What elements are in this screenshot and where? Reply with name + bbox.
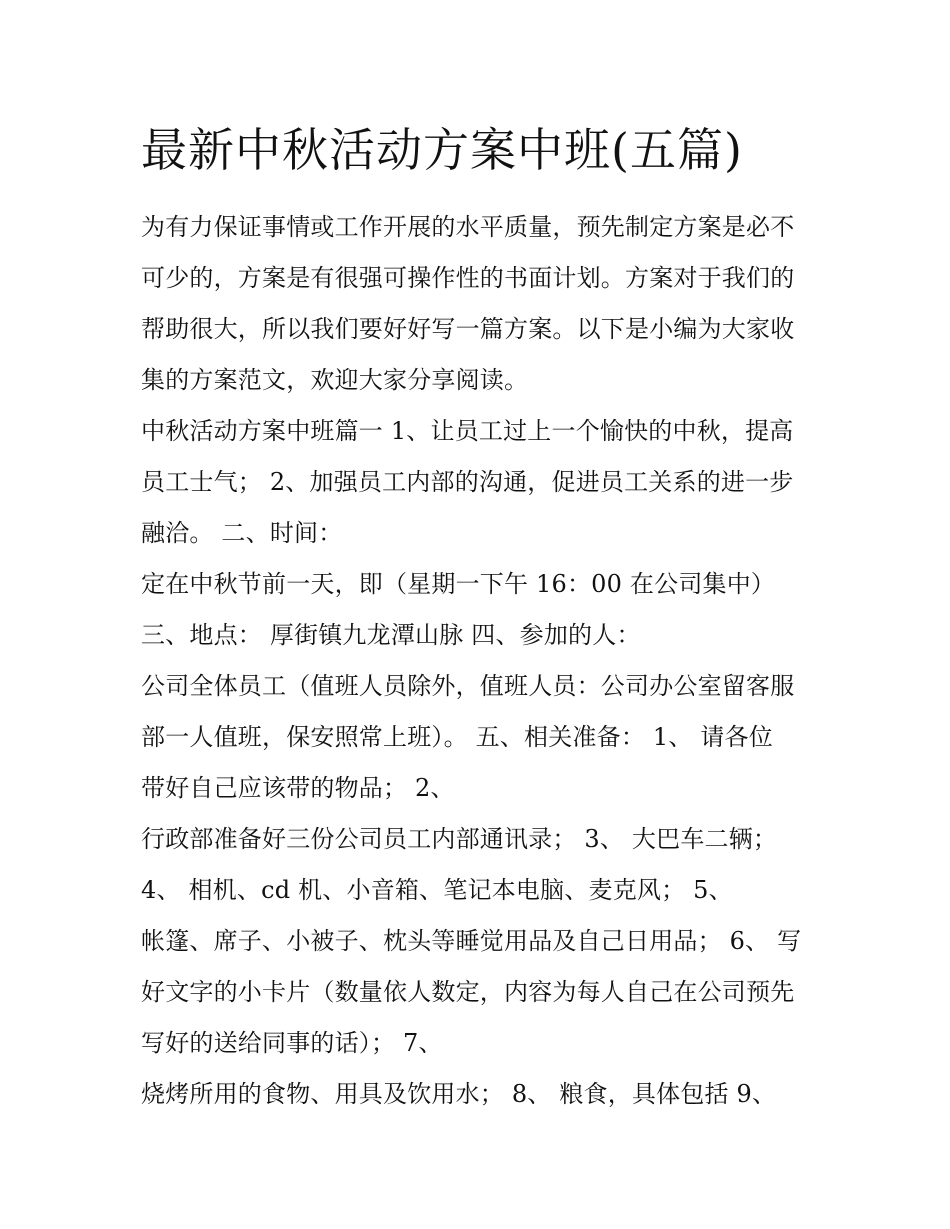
text-line: 中秋活动方案中班篇一 1、让员工过上一个愉快的中秋，提高 bbox=[141, 417, 794, 445]
paragraph-prep-4 bbox=[141, 865, 821, 916]
paragraph-prep-5 bbox=[141, 916, 821, 1069]
text-line: 公司全体员工（值班人员除外，值班人员：公司办公室留客服 bbox=[141, 672, 795, 700]
text-line: 行政部准备好三份公司员工内部通讯录； 3、 大巴车二辆； bbox=[141, 825, 778, 853]
text-line: 定在中秋节前一天，即（星期一下午 16：00 在公司集中） bbox=[141, 570, 776, 598]
text-line: 好文字的小卡片（数量依人数定，内容为每人自己在公司预先 bbox=[141, 978, 795, 1006]
paragraph-time bbox=[141, 559, 821, 610]
text-line: 三、地点： 厚街镇九龙潭山脉 四、参加的人： bbox=[141, 621, 641, 649]
paragraph-prep-7 bbox=[141, 1069, 821, 1120]
paragraph-prep-3 bbox=[141, 814, 821, 865]
paragraph-goals bbox=[141, 406, 821, 559]
text-line: 部一人值班，保安照常上班）。 五、相关准备： 1、 请各位 bbox=[141, 723, 773, 751]
text-line: 可少的，方案是有很强可操作性的书面计划。方案对于我们的 bbox=[141, 264, 795, 292]
text-line: 写好的送给同事的话）； 7、 bbox=[141, 1029, 443, 1057]
text-line: 员工士气； 2、加强员工内部的沟通，促进员工关系的进一步 bbox=[141, 468, 794, 496]
paragraph-location bbox=[141, 610, 821, 661]
text-line: 融洽。 二、时间： bbox=[141, 519, 343, 547]
text-line: 为有力保证事情或工作开展的水平质量，预先制定方案是必不 bbox=[141, 213, 795, 241]
document-page bbox=[141, 112, 821, 1120]
text-line: 集的方案范文，欢迎大家分享阅读。 bbox=[141, 366, 529, 394]
text-line: 带好自己应该带的物品； 2、 bbox=[141, 774, 455, 802]
text-line: 4、 相机、cd 机、小音箱、笔记本电脑、麦克风； 5、 bbox=[141, 876, 733, 904]
text-line: 烧烤所用的食物、用具及饮用水； 8、 粮食，具体包括 9、 bbox=[141, 1080, 777, 1108]
text-line: 帮助很大，所以我们要好好写一篇方案。以下是小编为大家收 bbox=[141, 315, 795, 343]
paragraph-intro bbox=[141, 202, 821, 406]
text-line: 帐篷、席子、小被子、枕头等睡觉用品及自己日用品； 6、 写 bbox=[141, 927, 802, 955]
paragraph-participants bbox=[141, 661, 821, 814]
document-title: 最新中秋活动方案中班(五篇) bbox=[141, 123, 743, 177]
